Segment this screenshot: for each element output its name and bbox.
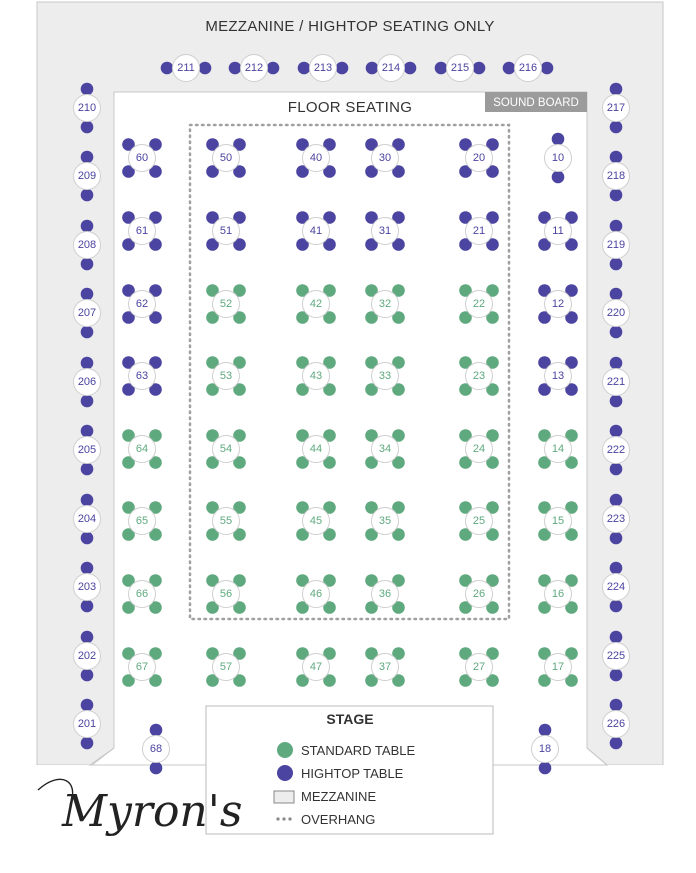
table-number: 51 bbox=[219, 225, 233, 237]
table-number: 22 bbox=[472, 298, 486, 310]
stage-title: STAGE bbox=[326, 711, 374, 727]
seat bbox=[610, 494, 623, 507]
floor-table-56[interactable] bbox=[206, 574, 246, 614]
floor-table-64[interactable] bbox=[122, 429, 162, 469]
table-number: 46 bbox=[309, 588, 323, 600]
floor-table-42[interactable] bbox=[296, 284, 336, 324]
floor-table-12[interactable] bbox=[538, 284, 578, 324]
seat bbox=[81, 699, 94, 712]
table-number: 218 bbox=[606, 170, 626, 182]
table-number: 217 bbox=[606, 102, 626, 114]
seat bbox=[541, 62, 554, 75]
table-number: 53 bbox=[219, 370, 233, 382]
table-number: 216 bbox=[518, 62, 538, 74]
table-number: 20 bbox=[472, 152, 486, 164]
seat bbox=[81, 631, 94, 644]
seat bbox=[81, 737, 94, 750]
seat bbox=[81, 395, 94, 408]
floor-table-67[interactable] bbox=[122, 647, 162, 687]
table-number: 35 bbox=[378, 515, 392, 527]
seat bbox=[81, 562, 94, 575]
floor-table-53[interactable] bbox=[206, 356, 246, 396]
seat bbox=[81, 258, 94, 271]
seat bbox=[610, 357, 623, 370]
table-number: 10 bbox=[551, 152, 565, 164]
table-number: 223 bbox=[606, 513, 626, 525]
floor-table-30[interactable] bbox=[365, 138, 405, 178]
floor-table-20[interactable] bbox=[459, 138, 499, 178]
table-number: 67 bbox=[135, 661, 149, 673]
table-number: 36 bbox=[378, 588, 392, 600]
seat bbox=[610, 395, 623, 408]
floor-table-41[interactable] bbox=[296, 211, 336, 251]
table-number: 21 bbox=[472, 225, 486, 237]
seat bbox=[610, 189, 623, 202]
seat bbox=[81, 494, 94, 507]
seat bbox=[435, 62, 448, 75]
floor-table-23[interactable] bbox=[459, 356, 499, 396]
seat bbox=[610, 326, 623, 339]
seat bbox=[161, 62, 174, 75]
sound-board-label: SOUND BOARD bbox=[493, 97, 579, 109]
floor-table-34[interactable] bbox=[365, 429, 405, 469]
floor-table-21[interactable] bbox=[459, 211, 499, 251]
table-number: 14 bbox=[551, 443, 565, 455]
table-number: 15 bbox=[551, 515, 565, 527]
seat bbox=[610, 258, 623, 271]
table-number: 210 bbox=[77, 102, 97, 114]
legend-hightop-label: HIGHTOP TABLE bbox=[301, 766, 404, 781]
seat bbox=[539, 724, 552, 737]
table-number: 31 bbox=[378, 225, 392, 237]
table-number: 34 bbox=[378, 443, 392, 455]
table-number: 207 bbox=[77, 307, 97, 319]
floor-table-40[interactable] bbox=[296, 138, 336, 178]
seat bbox=[610, 669, 623, 682]
mezzanine-title: MEZZANINE / HIGHTOP SEATING ONLY bbox=[205, 18, 495, 35]
seat bbox=[81, 326, 94, 339]
table-number: 204 bbox=[77, 513, 97, 525]
floor-table-33[interactable] bbox=[365, 356, 405, 396]
seat bbox=[610, 288, 623, 301]
seat bbox=[610, 600, 623, 613]
seat bbox=[81, 357, 94, 370]
seat bbox=[298, 62, 311, 75]
table-number: 27 bbox=[472, 661, 486, 673]
table-number: 201 bbox=[77, 718, 97, 730]
seat bbox=[81, 425, 94, 438]
table-number: 222 bbox=[606, 444, 626, 456]
table-number: 226 bbox=[606, 718, 626, 730]
table-number: 30 bbox=[378, 152, 392, 164]
floor-table-14[interactable] bbox=[538, 429, 578, 469]
table-number: 65 bbox=[135, 515, 149, 527]
floor-table-16[interactable] bbox=[538, 574, 578, 614]
table-number: 60 bbox=[135, 152, 149, 164]
legend-mezzanine-swatch bbox=[274, 791, 294, 803]
table-number: 55 bbox=[219, 515, 233, 527]
seat bbox=[610, 425, 623, 438]
seat bbox=[610, 699, 623, 712]
table-number: 12 bbox=[551, 298, 565, 310]
legend-standard-swatch bbox=[277, 742, 293, 758]
floor-table-11[interactable] bbox=[538, 211, 578, 251]
seat bbox=[81, 83, 94, 96]
floor-table-15[interactable] bbox=[538, 501, 578, 541]
table-number: 211 bbox=[177, 62, 195, 74]
floor-table-36[interactable] bbox=[365, 574, 405, 614]
seat bbox=[81, 532, 94, 545]
table-number: 40 bbox=[309, 152, 323, 164]
seat bbox=[610, 532, 623, 545]
seat bbox=[150, 762, 163, 775]
table-number: 206 bbox=[77, 376, 97, 388]
table-number: 45 bbox=[309, 515, 323, 527]
floor-table-47[interactable] bbox=[296, 647, 336, 687]
floor-table-54[interactable] bbox=[206, 429, 246, 469]
legend-overhang-label: OVERHANG bbox=[301, 812, 376, 827]
svg-text:Myron's: Myron's bbox=[62, 786, 243, 837]
seat bbox=[81, 669, 94, 682]
floor-title: FLOOR SEATING bbox=[287, 99, 413, 116]
table-number: 213 bbox=[313, 62, 333, 74]
seat bbox=[229, 62, 242, 75]
table-number: 220 bbox=[606, 307, 626, 319]
seat bbox=[503, 62, 516, 75]
table-number: 50 bbox=[219, 152, 233, 164]
floor-table-17[interactable] bbox=[538, 647, 578, 687]
seat bbox=[81, 463, 94, 476]
floor-table-32[interactable] bbox=[365, 284, 405, 324]
table-number: 214 bbox=[381, 62, 401, 74]
seat bbox=[81, 220, 94, 233]
seat bbox=[267, 62, 280, 75]
floor-table-50[interactable] bbox=[206, 138, 246, 178]
table-number: 18 bbox=[538, 743, 552, 755]
table-number: 57 bbox=[219, 661, 233, 673]
floor-table-57[interactable] bbox=[206, 647, 246, 687]
seat bbox=[81, 121, 94, 134]
seat bbox=[81, 151, 94, 164]
legend-mezzanine-label: MEZZANINE bbox=[301, 789, 377, 804]
table-number: 32 bbox=[378, 298, 392, 310]
table-number: 25 bbox=[472, 515, 486, 527]
table-number: 224 bbox=[606, 581, 626, 593]
seat bbox=[610, 121, 623, 134]
seat bbox=[81, 600, 94, 613]
table-number: 52 bbox=[219, 298, 233, 310]
seat bbox=[610, 562, 623, 575]
table-number: 43 bbox=[309, 370, 323, 382]
floor-table-22[interactable] bbox=[459, 284, 499, 324]
floor-table-44[interactable] bbox=[296, 429, 336, 469]
floor-table-46[interactable] bbox=[296, 574, 336, 614]
table-number: 47 bbox=[309, 661, 323, 673]
seat bbox=[336, 62, 349, 75]
floor-table-35[interactable] bbox=[365, 501, 405, 541]
seat bbox=[539, 762, 552, 775]
seat bbox=[610, 463, 623, 476]
table-number: 54 bbox=[219, 443, 233, 455]
seat bbox=[610, 83, 623, 96]
floor-table-52[interactable] bbox=[206, 284, 246, 324]
table-number: 68 bbox=[149, 743, 163, 755]
table-number: 23 bbox=[472, 370, 486, 382]
table-number: 63 bbox=[135, 370, 149, 382]
table-number: 205 bbox=[77, 444, 97, 456]
floor-table-25[interactable] bbox=[459, 501, 499, 541]
table-number: 209 bbox=[77, 170, 97, 182]
floor-table-37[interactable] bbox=[365, 647, 405, 687]
table-number: 225 bbox=[606, 650, 626, 662]
seat bbox=[81, 288, 94, 301]
table-number: 56 bbox=[219, 588, 233, 600]
table-number: 17 bbox=[551, 661, 565, 673]
table-number: 215 bbox=[450, 62, 470, 74]
seat bbox=[552, 133, 565, 146]
seat bbox=[552, 171, 565, 184]
seat bbox=[610, 220, 623, 233]
myrons-logo bbox=[38, 779, 242, 837]
floor-table-31[interactable] bbox=[365, 211, 405, 251]
legend-standard-label: STANDARD TABLE bbox=[301, 743, 416, 758]
seat bbox=[473, 62, 486, 75]
floor-table-24[interactable] bbox=[459, 429, 499, 469]
table-number: 202 bbox=[77, 650, 97, 662]
table-number: 221 bbox=[606, 376, 626, 388]
floor-table-60[interactable] bbox=[122, 138, 162, 178]
table-number: 62 bbox=[135, 298, 149, 310]
floor-table-26[interactable] bbox=[459, 574, 499, 614]
table-number: 219 bbox=[606, 239, 626, 251]
seat bbox=[81, 189, 94, 202]
legend-overhang-swatch bbox=[276, 817, 291, 820]
seat bbox=[610, 737, 623, 750]
table-number: 37 bbox=[378, 661, 392, 673]
floor-table-61[interactable] bbox=[122, 211, 162, 251]
table-number: 212 bbox=[244, 62, 264, 74]
table-number: 33 bbox=[378, 370, 392, 382]
seat bbox=[366, 62, 379, 75]
table-number: 16 bbox=[551, 588, 565, 600]
table-number: 208 bbox=[77, 239, 97, 251]
table-number: 203 bbox=[77, 581, 97, 593]
floor-area bbox=[90, 92, 607, 765]
table-number: 64 bbox=[135, 443, 149, 455]
table-number: 24 bbox=[472, 443, 486, 455]
legend-hightop-swatch bbox=[277, 765, 293, 781]
seat bbox=[610, 151, 623, 164]
table-number: 13 bbox=[551, 370, 565, 382]
seat bbox=[199, 62, 212, 75]
floor-table-55[interactable] bbox=[206, 501, 246, 541]
floor-table-63[interactable] bbox=[122, 356, 162, 396]
floor-table-65[interactable] bbox=[122, 501, 162, 541]
table-number: 11 bbox=[552, 225, 564, 237]
table-number: 61 bbox=[135, 225, 149, 237]
table-number: 66 bbox=[135, 588, 149, 600]
floor-table-66[interactable] bbox=[122, 574, 162, 614]
floor-table-62[interactable] bbox=[122, 284, 162, 324]
floor-table-13[interactable] bbox=[538, 356, 578, 396]
floor-table-27[interactable] bbox=[459, 647, 499, 687]
table-number: 44 bbox=[309, 443, 323, 455]
table-number: 42 bbox=[309, 298, 323, 310]
seat bbox=[610, 631, 623, 644]
table-number: 26 bbox=[472, 588, 486, 600]
seat bbox=[404, 62, 417, 75]
floor-table-45[interactable] bbox=[296, 501, 336, 541]
table-number: 41 bbox=[309, 225, 323, 237]
floor-table-43[interactable] bbox=[296, 356, 336, 396]
seat bbox=[150, 724, 163, 737]
floor-table-51[interactable] bbox=[206, 211, 246, 251]
